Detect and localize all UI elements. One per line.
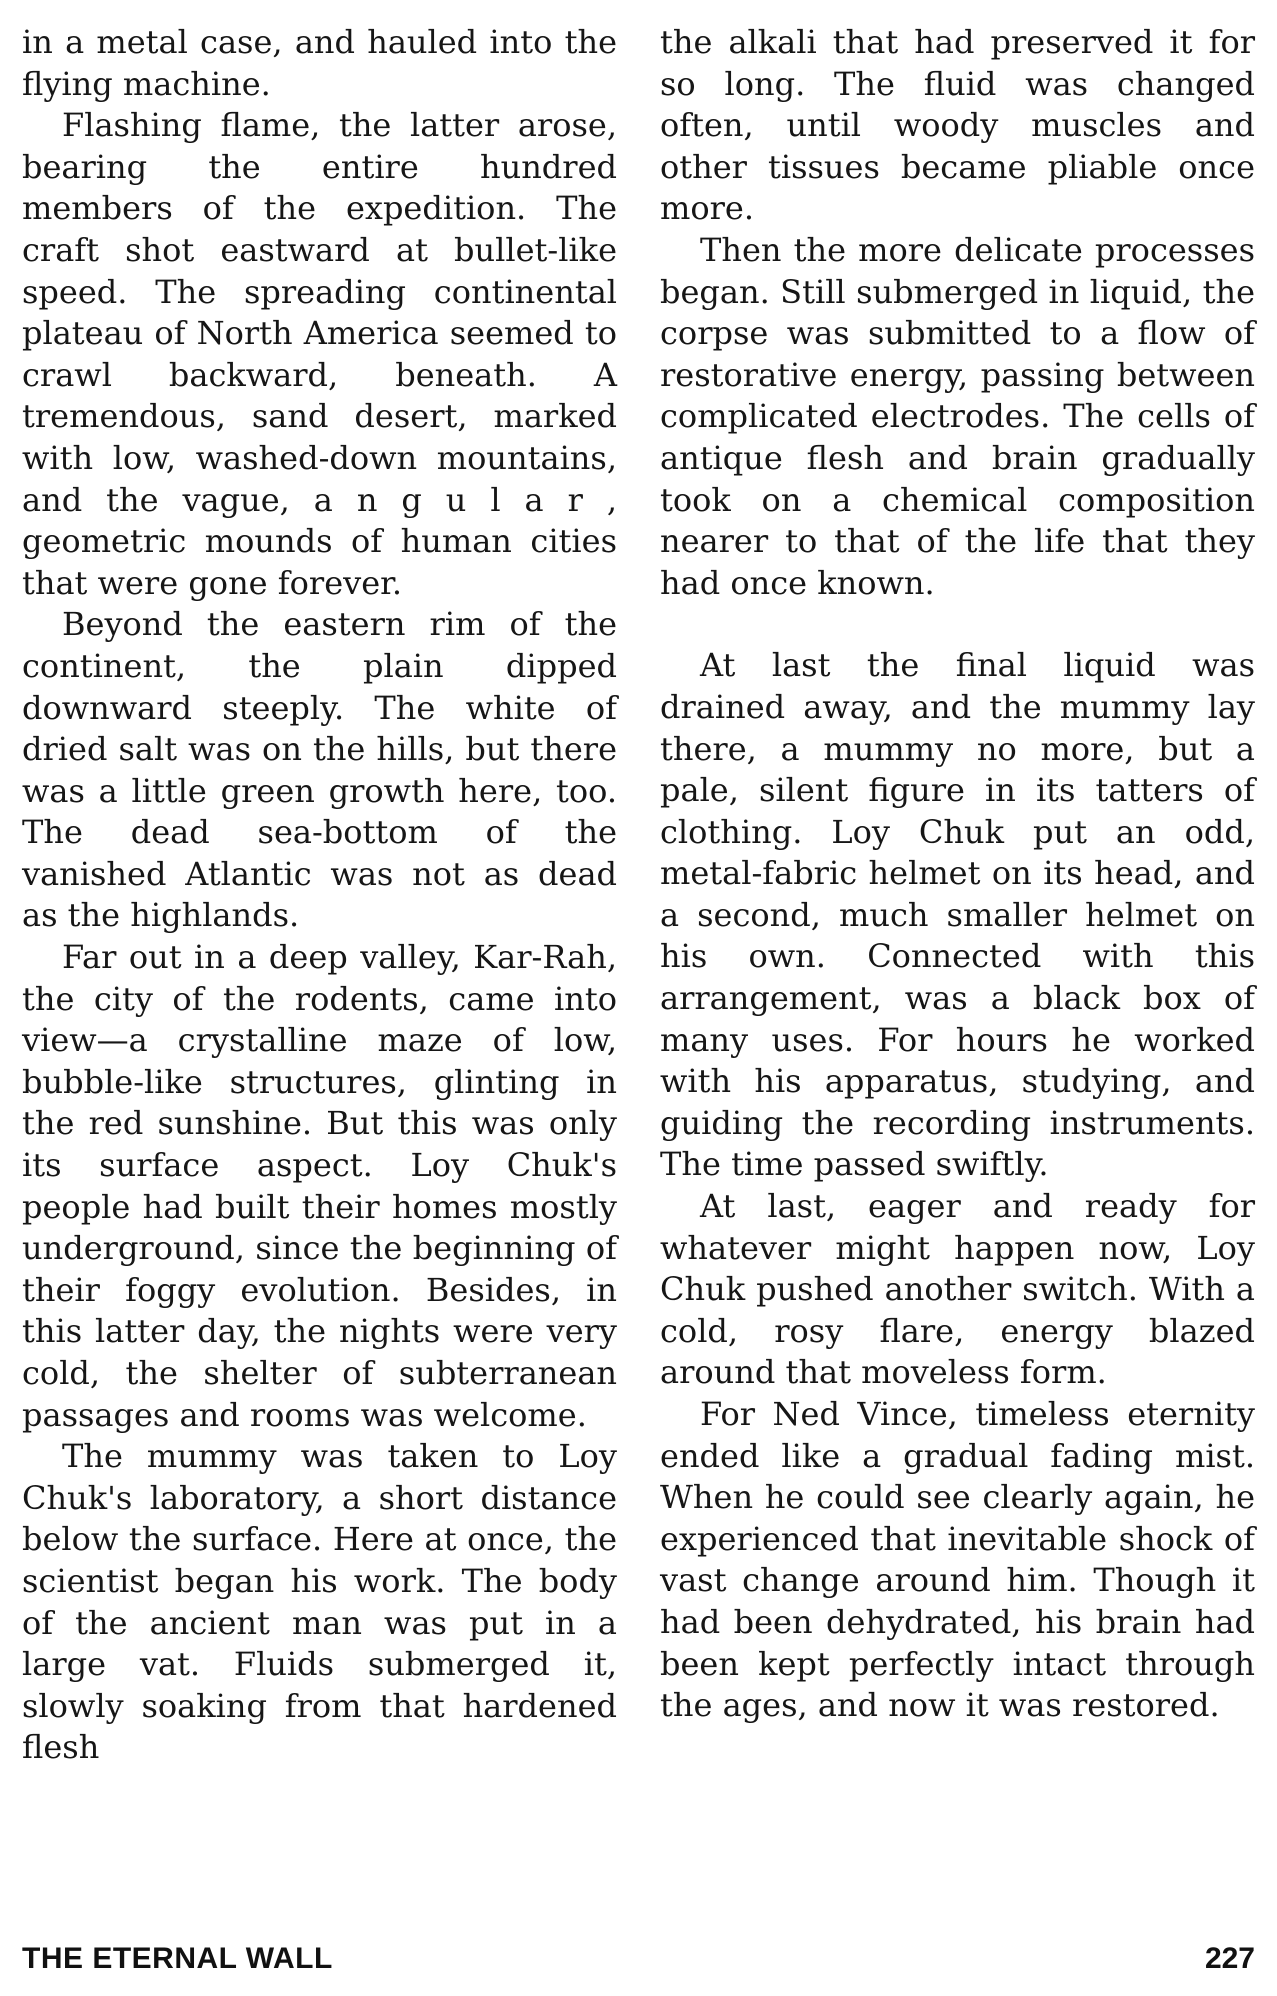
paragraph-flight: Flashing flame, the latter arose, bearing the entire hundred members of the expedition. The craft shot eastward at bullet-like speed. The spreading continental plateau of North America seemed to crawl backward, beneath. A tremendous, sand desert, marked with low, washed-down mountains, and the vague, a n g u l a r , geometric mounds of human cities that were gone forever. <box>22 106 617 602</box>
paragraph-ned-vince: For Ned Vince, timeless eternity ended like a gradual fading mist. When he could see clearly again, he experienced that inevitable shock of vast change around him. Though it had been dehydrated, his brain had been kept perfectly intact through the ages, and now it was restored. <box>660 1395 1255 1725</box>
page-footer <box>22 1942 1255 1982</box>
right-text-column <box>660 22 1255 1727</box>
left-text-column <box>22 22 617 1769</box>
page-number: 227 <box>1204 1942 1255 1975</box>
paragraph-alkali: the alkali that had preserved it for so long. The fluid was changed often, until woody muscles and other tissues became pliable once more. <box>660 23 1255 228</box>
running-title: THE ETERNAL WALL <box>22 1942 333 1975</box>
paragraph-switch: At last, eager and ready for whatever might happen now, Loy Chuk pushed another switch. With a cold, rosy flare, energy blazed around that moveless form. <box>660 1187 1255 1392</box>
paragraph-atlantic: Beyond the eastern rim of the continent, the plain dipped downward steeply. The white of dried salt was on the hills, but there was a little green growth here, too. The dead sea-bottom of the vanished Atlantic was not as dead as the highlands. <box>22 605 617 935</box>
paragraph-delicate-processes: Then the more delicate processes began. Still submerged in liquid, the corpse was submitted to a flow of restorative energy, passing between complicated electrodes. The cells of antique flesh and brain gradually took on a chemical composition nearer to that of the life that they had once known. <box>660 230 1255 602</box>
paragraph-continuation: in a metal case, and hauled into the flying machine. <box>22 23 617 103</box>
section-break <box>660 604 1255 645</box>
paragraph-final-liquid: At last the final liquid was drained away, and the mummy lay there, a mummy no more, but a pale, silent figure in its tatters of clothing. Loy Chuk put an odd, metal-fabric helmet on its head, and a second, much smaller helmet on his own. Connected with this arrangement, was a black box of many uses. For hours he worked with his apparatus, studying, and guiding the recording instruments. The time passed swiftly. <box>660 646 1255 1184</box>
paragraph-kar-rah: Far out in a deep valley, Kar-Rah, the city of the rodents, came into view—a crystalline maze of low, bubble-like structures, glinting in the red sunshine. But this was only its surface aspect. Loy Chuk's people had built their homes mostly underground, since the beginning of their foggy evolution. Besides, in this latter day, the nights were very cold, the shelter of subterranean passages and rooms was welcome. <box>22 938 617 1434</box>
paragraph-laboratory: The mummy was taken to Loy Chuk's laboratory, a short distance below the surface. Here at once, the scientist began his work. The body of the ancient man was put in a large vat. Fluids submerged it, slowly soaking from that hardened flesh <box>22 1437 617 1767</box>
